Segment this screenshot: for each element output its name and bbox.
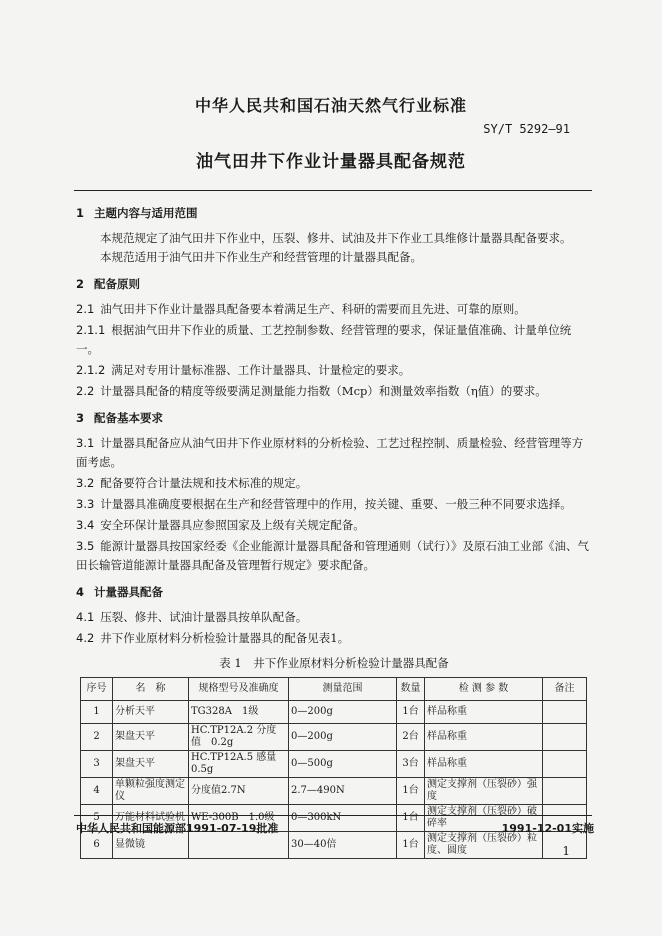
header-cell: 备注 (543, 678, 587, 701)
table-cell (543, 778, 587, 805)
table-row (81, 778, 587, 805)
clause (76, 361, 592, 380)
standard-code: SY/T 5292—91 (483, 122, 570, 136)
table-header-row (81, 678, 587, 701)
section-number: 3 (76, 411, 85, 425)
table-cell: 显微镜 (113, 832, 189, 859)
clause-number: 3.3 (76, 497, 95, 511)
document-body (76, 204, 592, 859)
table-cell: TG328A 1级 (189, 701, 289, 724)
clause-number: 3.1 (76, 436, 95, 450)
header-cell: 序号 (81, 678, 113, 701)
effective-date: 1991-12-01实施 (501, 822, 594, 835)
clause (76, 495, 592, 514)
table-cell: 单颗粒强度测定仪 (113, 778, 189, 805)
table-cell: 2.7—490N (289, 778, 397, 805)
section-number: 2 (76, 277, 85, 291)
table-cell: 1 (81, 701, 113, 724)
table-row (81, 724, 587, 751)
org-title: 中华人民共和国石油天然气行业标准 (194, 96, 467, 115)
clause-number: 4.1 (76, 610, 95, 624)
section-title: 计量器具配备 (94, 585, 163, 599)
section-number: 4 (76, 585, 85, 599)
table-cell: 2台 (397, 724, 425, 751)
section-heading (76, 583, 592, 602)
table-cell (543, 724, 587, 751)
clause-text: 计量器具配备的精度等级要满足测量能力指数（Mcp）和测量效率指数（η值）的要求。 (100, 384, 547, 398)
clause-number: 3.5 (76, 539, 95, 553)
table-cell: 架盘天平 (113, 751, 189, 778)
table-cell: 测定支撑剂（压裂砂）破碎率 (425, 805, 543, 832)
table-cell: WE-300B 1.0级 (189, 805, 289, 832)
clause-text: 能源计量器具按国家经委《企业能源计量器具配备和管理通则（试行）》及原石油工业部《油、气田长输管道能源计量器具配备及管理暂行规定》要求配备。 (76, 539, 590, 572)
clause-number: 2.2 (76, 384, 95, 398)
table-cell: 0—300kN (289, 805, 397, 832)
clause-text: 计量器具配备应从油气田井下作业原材料的分析检验、工艺过程控制、质量检验、经营管理等方面考虑。 (76, 436, 584, 469)
table-cell: 0—500g (289, 751, 397, 778)
doc-title: 油气田井下作业计量器具配备规范 (196, 152, 466, 172)
table-cell: 样品称重 (425, 751, 543, 778)
clause-text: 满足对专用计量标准器、工作计量器具、计量检定的要求。 (111, 363, 411, 377)
table-cell: 架盘天平 (113, 724, 189, 751)
clause-text: 油气田井下作业计量器具配备要本着满足生产、科研的需要而且先进、可靠的原则。 (100, 302, 526, 316)
clause (76, 537, 592, 575)
header-cell: 检 测 参 数 (425, 678, 543, 701)
page-number: 1 (562, 844, 570, 858)
clause-number: 2.1 (76, 302, 95, 316)
paragraph: 本规范规定了油气田井下作业中，压裂、修井、试油及井下作业工具维修计量器具配备要求。 (100, 231, 572, 245)
table-cell: 测定支撑剂（压裂砂）粒度、圆度 (425, 832, 543, 859)
table-cell: 3 (81, 751, 113, 778)
table-cell: 30—40倍 (289, 832, 397, 859)
clause-text: 安全环保计量器具应参照国家及上级有关规定配备。 (100, 518, 365, 532)
clause-number: 4.2 (76, 631, 95, 645)
table-cell: 1台 (397, 778, 425, 805)
clause-text: 井下作业原材料分析检验计量器具的配备见表1。 (100, 631, 350, 645)
header-cell: 规格型号及准确度 (189, 678, 289, 701)
clause (76, 300, 592, 319)
table-cell: 分析天平 (113, 701, 189, 724)
table-cell: 0—200g (289, 724, 397, 751)
header-rule (74, 190, 592, 191)
table-cell: 3台 (397, 751, 425, 778)
table-cell: 样品称重 (425, 724, 543, 751)
table-cell: 万能材料试验机 (113, 805, 189, 832)
section-heading (76, 409, 592, 428)
clause (76, 608, 592, 627)
table-cell: 4 (81, 778, 113, 805)
clause-number: 2.1.2 (76, 363, 106, 377)
table-cell (543, 751, 587, 778)
clause (76, 474, 592, 493)
table-cell: 2 (81, 724, 113, 751)
section-title: 配备基本要求 (94, 411, 163, 425)
section-title: 主题内容与适用范围 (94, 206, 198, 220)
clause (76, 434, 592, 472)
clause (76, 382, 592, 401)
clause-number: 2.1.1 (76, 323, 106, 337)
header-cell: 测量范围 (289, 678, 397, 701)
clause-text: 配备要符合计量法规和技术标准的规定。 (100, 476, 308, 490)
clause-text: 压裂、修井、试油计量器具按单队配备。 (100, 610, 308, 624)
table-cell: 1台 (397, 701, 425, 724)
table-cell: 分度值2.7N (189, 778, 289, 805)
table-cell (543, 701, 587, 724)
clause (76, 321, 592, 359)
table-cell: 1台 (397, 805, 425, 832)
section-heading (76, 275, 592, 294)
issuer-approval: 中华人民共和国能源部1991-07-19批准 (76, 822, 279, 835)
table-caption: 表 1 井下作业原材料分析检验计量器具配备 (219, 656, 449, 670)
table-cell: 6 (81, 832, 113, 859)
header-cell: 数量 (397, 678, 425, 701)
footer-rule (74, 815, 592, 816)
clause-text: 计量器具准确度要根据在生产和经营管理中的作用，按关键、重要、一般三种不同要求选择。 (100, 497, 572, 511)
clause-text: 根据油气田井下作业的质量、工艺控制参数、经营管理的要求，保证量值准确、计量单位统一。 (76, 323, 572, 356)
table-cell: HC.TP12A.2 分度值 0.2g (189, 724, 289, 751)
table-cell: 0—200g (289, 701, 397, 724)
clause-number: 3.4 (76, 518, 95, 532)
table-row (81, 751, 587, 778)
table-cell: 样品称重 (425, 701, 543, 724)
table-cell: 1台 (397, 832, 425, 859)
table-cell: 测定支撑剂（压裂砂）强度 (425, 778, 543, 805)
clause-number: 3.2 (76, 476, 95, 490)
clause (76, 629, 592, 648)
paragraph: 本规范适用于油气田井下作业生产和经营管理的计量器具配备。 (100, 250, 422, 264)
table-row (81, 701, 587, 724)
clause (76, 516, 592, 535)
section-title: 配备原则 (94, 277, 140, 291)
section-number: 1 (76, 206, 85, 220)
section-heading (76, 204, 592, 223)
table-cell: HC.TP12A.5 感量 0.5g (189, 751, 289, 778)
header-cell: 名 称 (113, 678, 189, 701)
table-cell: 5 (81, 805, 113, 832)
